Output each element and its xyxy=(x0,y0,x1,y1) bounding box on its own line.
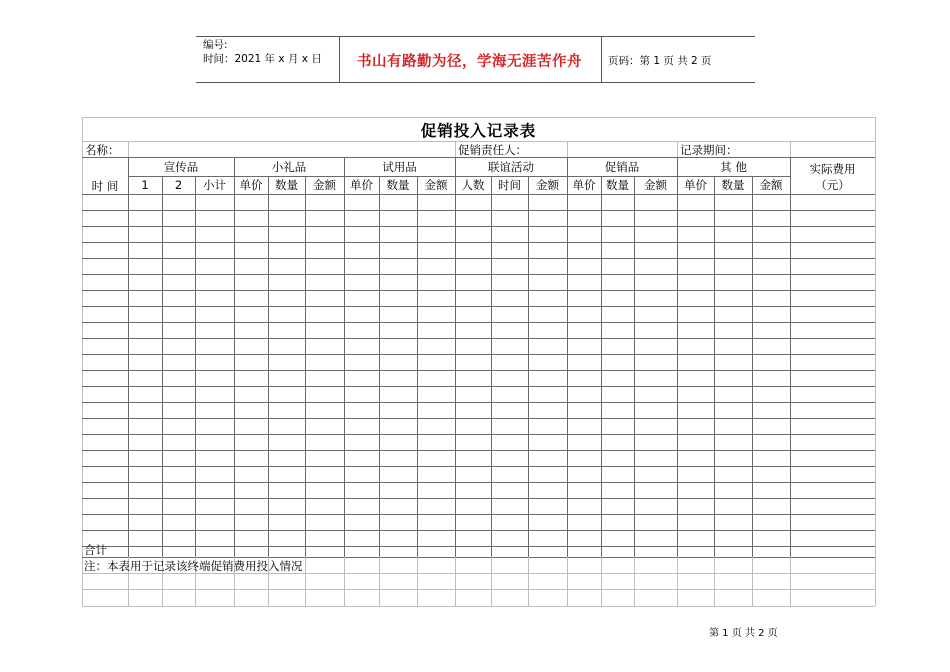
grid-v-line xyxy=(455,141,456,157)
grid-v-line xyxy=(601,176,602,557)
grid-v-line xyxy=(417,176,418,557)
header-motto: 书山有路勤为径，学海无涯苦作舟 xyxy=(357,54,582,70)
subheader-cell: 单价 xyxy=(239,178,263,192)
subheader-cell: 单价 xyxy=(350,178,373,192)
subheader-cell: 小计 xyxy=(203,178,226,192)
subheader-cell: 2 xyxy=(174,178,183,192)
grid-v-line xyxy=(455,157,456,557)
grid-v-line xyxy=(162,176,163,557)
group-header: 小礼品 xyxy=(271,160,307,174)
grid-v-line xyxy=(305,557,306,606)
grid-h-line xyxy=(82,226,875,227)
time-header: 时 间 xyxy=(91,179,119,193)
grid-h-line xyxy=(82,482,875,483)
grid-v-line xyxy=(752,176,753,557)
subheader-cell: 金额 xyxy=(644,178,667,192)
grid-v-line xyxy=(268,176,269,557)
grid-v-line xyxy=(379,176,380,557)
grid-v-line xyxy=(344,157,345,557)
grid-v-line xyxy=(634,557,635,606)
grid-v-line xyxy=(567,157,568,557)
grid-h-line xyxy=(82,290,875,291)
grid-v-line xyxy=(128,157,129,557)
group-header: 宣传品 xyxy=(163,160,199,174)
number-label: 编号: xyxy=(203,39,228,51)
grid-v-line xyxy=(528,557,529,606)
page-footer: 第 1 页 共 2 页 xyxy=(709,628,778,639)
subheader-cell: 数量 xyxy=(386,178,410,192)
header-page-info: 页码：第 1 页 共 2 页 xyxy=(608,55,712,67)
grid-h-line xyxy=(82,117,875,118)
subheader-cell: 数量 xyxy=(606,178,629,192)
subheader-cell: 单价 xyxy=(684,178,707,192)
grid-v-line xyxy=(714,176,715,557)
grid-v-line xyxy=(344,557,345,606)
grid-h-line xyxy=(82,354,875,355)
header-top-rule xyxy=(196,36,755,37)
subheader-cell: 人数 xyxy=(461,178,485,192)
grid-h-line xyxy=(82,606,875,607)
group-header: 联谊活动 xyxy=(488,160,534,174)
grid-v-line xyxy=(752,557,753,606)
grid-v-line xyxy=(714,557,715,606)
grid-v-line xyxy=(677,557,678,606)
group-header: 试用品 xyxy=(382,160,417,174)
grid-h-line xyxy=(82,418,875,419)
grid-h-line xyxy=(82,514,875,515)
header-bottom-rule xyxy=(196,82,755,83)
subheader-cell: 单价 xyxy=(572,178,596,192)
actual-cost-unit: （元） xyxy=(815,178,850,192)
subheader-cell: 1 xyxy=(141,178,149,192)
grid-h-line xyxy=(82,386,875,387)
grid-v-line xyxy=(875,117,876,606)
grid-h-line xyxy=(82,450,875,451)
subheader-cell: 时间 xyxy=(498,178,521,192)
grid-v-line xyxy=(491,176,492,557)
grid-h-line xyxy=(82,546,875,547)
grid-v-line xyxy=(417,557,418,606)
grid-h-line xyxy=(82,242,875,243)
grid-v-line xyxy=(567,141,568,157)
grid-v-line xyxy=(790,557,791,606)
grid-h-line xyxy=(82,402,875,403)
header-meta xyxy=(203,38,322,66)
grid-h-line xyxy=(82,210,875,211)
grid-h-line xyxy=(82,338,875,339)
grid-v-line xyxy=(491,557,492,606)
grid-h-line xyxy=(82,194,875,195)
total-label: 合计 xyxy=(84,543,107,557)
group-header: 其 他 xyxy=(720,160,747,174)
grid-h-line xyxy=(82,498,875,499)
grid-h-line xyxy=(82,434,875,435)
grid-h-line xyxy=(82,322,875,323)
subheader-cell: 金额 xyxy=(424,178,448,192)
grid-v-line xyxy=(305,176,306,557)
grid-v-line xyxy=(677,157,678,557)
grid-v-line xyxy=(128,141,129,157)
grid-h-line xyxy=(82,306,875,307)
grid-h-line xyxy=(82,589,875,590)
grid-v-line xyxy=(634,176,635,557)
grid-v-line xyxy=(567,557,568,606)
grid-h-line xyxy=(82,370,875,371)
grid-v-line xyxy=(234,157,235,557)
grid-v-line xyxy=(601,557,602,606)
grid-h-line xyxy=(82,530,875,531)
name-label: 名称： xyxy=(85,143,120,157)
period-label: 记录期间： xyxy=(680,143,738,157)
grid-v-line xyxy=(195,176,196,557)
form-title: 促销投入记录表 xyxy=(420,122,537,140)
grid-v-line xyxy=(379,557,380,606)
subheader-cell: 数量 xyxy=(275,178,298,192)
grid-v-line xyxy=(677,141,678,157)
subheader-cell: 金额 xyxy=(313,178,336,192)
grid-v-line xyxy=(790,157,791,557)
grid-h-line xyxy=(82,466,875,467)
grid-h-line xyxy=(82,258,875,259)
grid-v-line xyxy=(455,557,456,606)
group-header: 促销品 xyxy=(604,160,640,174)
responsible-label: 促销责任人： xyxy=(458,143,527,157)
subheader-cell: 金额 xyxy=(536,178,559,192)
subheader-cell: 金额 xyxy=(759,178,783,192)
form-note: 注：本表用于记录该终端促销费用投入情况 xyxy=(84,559,303,573)
grid-v-line xyxy=(528,176,529,557)
time-label: 时间：2021 年 x 月 x 日 xyxy=(203,53,322,65)
subheader-cell: 数量 xyxy=(721,178,745,192)
actual-cost-header: 实际费用 xyxy=(809,162,856,176)
grid-h-line xyxy=(82,274,875,275)
header-divider xyxy=(601,37,602,82)
grid-v-line xyxy=(790,141,791,157)
